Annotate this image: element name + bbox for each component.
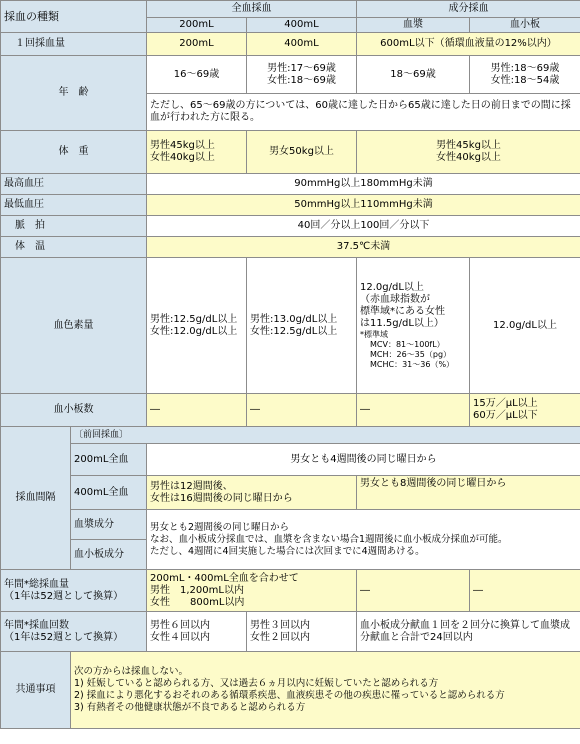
weight-wb-200: 男性45kg以上 女性40kg以上 [147,131,247,174]
common-item: 1) 妊娠していると認められる方、又は過去６ヵ月以内に妊娠していたと認められる方 [74,678,439,689]
interval-400-wb: 男性は12週間後、 女性は16週間後の同じ曜日から [147,476,357,510]
volume-component: 600mL以下（循環血液量の12%以内） [357,33,580,56]
max-bp-value: 90mmHg以上180mmHg未満 [147,174,580,195]
interval-400-label: 400mL全血 [71,476,147,510]
common-content [71,652,580,729]
hemoglobin-wb-200: 男性:12.5g/dL以上 女性:12.0g/dL以上 [147,258,247,394]
interval-component-value: 男女とも2週間後の同じ曜日から なお、血小板成分採血では、血漿を含まない場合1週間後に血小板成分採血が可能。 ただし、4週間に4回実施した場合には次回までに4週間あける。 [147,510,580,570]
platelet-count-plasma: ― [357,394,470,427]
volume-label: １回採血量 [1,33,147,56]
weight-label: 体 重 [1,131,147,174]
age-wb-400: 男性:17～69歳 女性:18～69歳 [247,56,357,94]
common-intro: 次の方からは採血しない。 [74,666,189,677]
min-bp-label: 最低血圧 [1,195,147,216]
hemoglobin-wb-400: 男性:13.0g/dL以上 女性:12.5g/dL以上 [247,258,357,394]
hemoglobin-plasma-note-title: *標準域 [360,329,388,339]
annual-volume-wb: 200mL・400mL全血を合わせて 男性 1,200mL以内 女性 800mL以内 [147,570,357,612]
annual-count-component: 血小板成分献血１回を２回分に換算して血漿成分献血と合計で24回以内 [357,612,580,652]
interval-plasma-label: 血漿成分 [71,510,147,540]
weight-component: 男性45kg以上 女性40kg以上 [357,131,580,174]
annual-count-label: 年間*採血回数 （1年は52週として換算） [1,612,147,652]
header-whole-blood: 全血採血 [147,1,357,18]
platelet-count-platelet: 15万／μL以上 60万／μL以下 [470,394,580,427]
common-item: 2) 採血により悪化するおそれのある循環系疾患、血液疾患その他の疾患に罹っていると認められる方 [74,690,505,701]
temp-value: 37.5℃未満 [147,237,580,258]
platelet-count-wb-200: ― [147,394,247,427]
annual-count-wb-400: 男性３回以内 女性２回以内 [247,612,357,652]
header-platelet: 血小板 [470,18,580,33]
hemoglobin-label: 血色素量 [1,258,147,394]
age-plasma: 18～69歳 [357,56,470,94]
interval-200-value: 男女とも4週間後の同じ曜日から [147,444,580,476]
weight-wb-400: 男女50kg以上 [247,131,357,174]
max-bp-label: 最高血圧 [1,174,147,195]
annual-volume-platelet: ― [470,570,580,612]
platelet-count-wb-400: ― [247,394,357,427]
pulse-label: 脈 拍 [1,216,147,237]
annual-count-wb-200: 男性６回以内 女性４回以内 [147,612,247,652]
volume-wb-400: 400mL [247,33,357,56]
temp-label: 体 温 [1,237,147,258]
interval-400-component: 男女とも8週間後の同じ曜日から [357,476,580,510]
age-note: ただし、65～69歳の方については、60歳に達した日から65歳に達した日の前日までの間に採血が行われた方に限る。 [147,94,580,131]
header-plasma: 血漿 [357,18,470,33]
hemoglobin-plasma-note: MCV：81～100fL） MCH：26～35（pg） MCHC：31～36（%） [370,339,455,369]
interval-200-label: 200mL全血 [71,444,147,476]
header-component: 成分採血 [357,1,580,18]
annual-volume-plasma: ― [357,570,470,612]
header-wb-200: 200mL [147,18,247,33]
hemoglobin-plasma-cell [357,258,470,394]
min-bp-value: 50mmHg以上110mmHg未満 [147,195,580,216]
age-label: 年 齢 [1,56,147,131]
hemoglobin-platelet: 12.0g/dL以上 [470,258,580,394]
platelet-count-label: 血小板数 [1,394,147,427]
annual-volume-label: 年間*総採血量 （1年は52週として換算） [1,570,147,612]
volume-wb-200: 200mL [147,33,247,56]
header-wb-400: 400mL [247,18,357,33]
common-item: 3) 有熱者その他健康状態が不良であると認められる方 [74,702,306,713]
hemoglobin-plasma: 12.0g/dL以上 （赤血球指数が 標準域*にある女性 は11.5g/dL以上） [360,281,445,329]
interval-label: 採血間隔 [1,427,71,570]
age-platelet: 男性:18～69歳 女性:18～54歳 [470,56,580,94]
interval-platelet-label: 血小板成分 [71,540,147,570]
age-wb-200: 16～69歳 [147,56,247,94]
common-label: 共通事項 [1,652,71,729]
header-donation-type: 採血の種類 [1,1,147,33]
pulse-value: 40回／分以上100回／分以下 [147,216,580,237]
interval-previous: 〔前回採血〕 [71,427,580,444]
